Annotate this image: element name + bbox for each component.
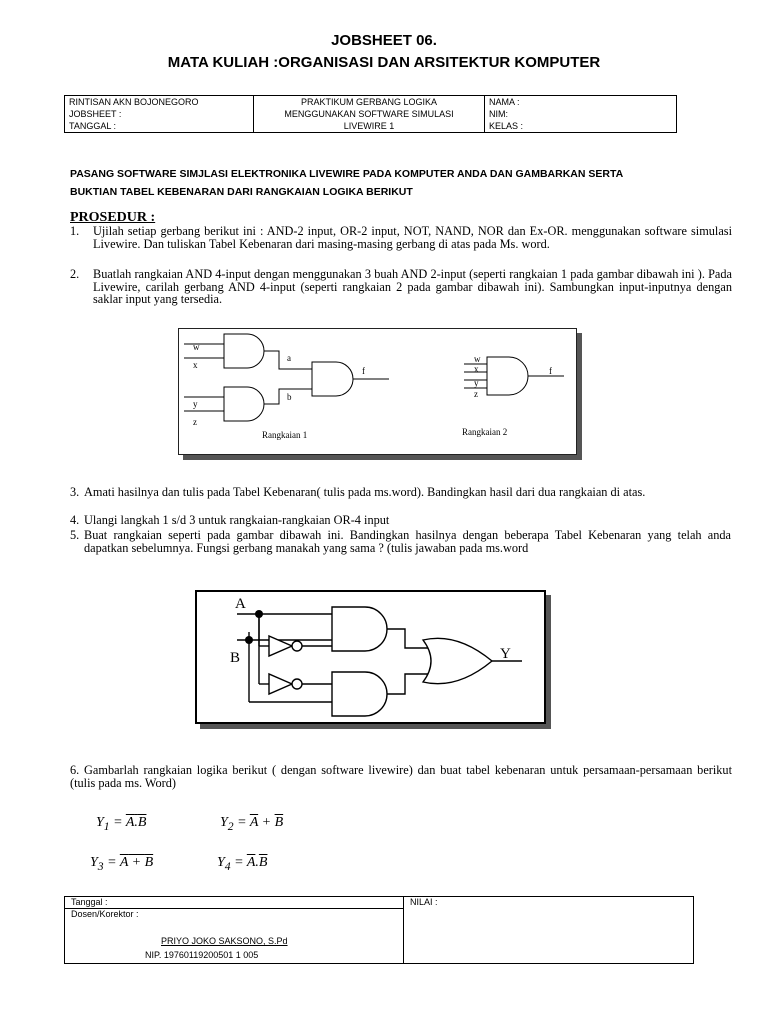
and-gate-2 — [224, 387, 264, 421]
r2-input-y-label: y — [474, 378, 479, 388]
step-1-number: 1. — [70, 224, 80, 238]
or-gate — [423, 638, 492, 683]
equation-y4: $Y_4 = \overline{A}.\overline{B}$ — [217, 855, 268, 873]
eq-y3-a: A — [119, 855, 129, 870]
header-table — [64, 95, 677, 133]
intro-line-1: PASANG SOFTWARE SIMJLASI ELEKTRONIKA LIVEWIRE PADA KOMPUTER ANDA DAN GAMBARKAN SERTA — [70, 168, 624, 180]
eq-y3-name: Y — [90, 855, 98, 870]
praktikum-line-3: LIVEWIRE 1 — [343, 121, 395, 131]
eq-y4-a: $\overline{A}$ — [246, 855, 256, 870]
node-a-label: a — [287, 353, 291, 363]
r2-input-z-label: z — [474, 389, 478, 399]
eq-y3-expr: A + B — [119, 855, 154, 870]
eq-y3-sub: 3 — [97, 859, 104, 873]
and-gate-bottom — [332, 672, 387, 716]
document-title: JOBSHEET 06. — [331, 32, 437, 49]
output-y-label: Y — [500, 646, 511, 662]
input-a-label: A — [235, 596, 246, 612]
eq-y4-sub: 4 — [224, 859, 231, 873]
not-gate-b-bubble — [292, 679, 302, 689]
step-2-number: 2. — [70, 267, 80, 281]
kelas-label: KELAS : — [489, 121, 524, 131]
input-x-label: x — [193, 360, 198, 370]
r2-output-f-label: f — [549, 366, 552, 376]
junction-b — [245, 636, 253, 644]
praktikum-line-2: MENGGUNAKAN SOFTWARE SIMULASI — [284, 109, 454, 119]
praktikum-line-1: PRAKTIKUM GERBANG LOGIKA — [300, 97, 438, 107]
nim-label: NIM: — [489, 109, 508, 119]
input-b-label: B — [230, 650, 241, 666]
step-2-text: Buatlah rangkaian AND 4-input dengan menggunakan 3 buah AND 2-input (seperti rangkaian 1 pada gambar dibawah ini ). Pada Livewire, carilah gerbang AND 4-input (seperti rangkaian 2 pada gambar dibawah ini). Sambungkan input-inputnya dengan saklar input yang tersedia. — [93, 267, 732, 306]
xnor-circuit-diagram — [197, 592, 544, 722]
jobsheet-label: JOBSHEET : — [69, 109, 122, 119]
figure-and4-circuits — [178, 328, 577, 455]
eq-y2-b: $\overline{B}$ — [274, 815, 284, 830]
step-5-number: 5. — [70, 528, 80, 542]
header-cell-institution — [65, 96, 254, 133]
step-4-text: Ulangi langkah 1 s/d 3 untuk rangkaian-rangkaian OR-4 input — [84, 513, 390, 527]
not-gate-a-bubble — [292, 641, 302, 651]
footer-lecturer-name: PRIYO JOKO SAKSONO, S.Pd — [161, 936, 288, 946]
rangkaian-2-caption: Rangkaian 2 — [462, 427, 508, 437]
eq-y1-b: B — [137, 815, 147, 830]
eq-y1-name: Y — [96, 815, 104, 830]
and4-circuits-diagram — [179, 329, 576, 454]
step-6-text: 6. Gambarlah rangkaian logika berikut ( dengan software livewire) dan buat tabel kebenaran untuk persamaan-persamaan berikut (tulis pada ms. Word) — [70, 763, 732, 790]
eq-y2-name: Y — [220, 815, 228, 830]
figure-xnor-circuit — [195, 590, 546, 724]
equation-y3: $Y_3 = A + B$ — [90, 855, 154, 873]
eq-y1-sub: 1 — [103, 819, 110, 833]
and-gate-3 — [312, 362, 353, 396]
step-5-text: Buat rangkaian seperti pada gambar dibawah ini. Bandingkan hasilnya dengan beberapa Tabel Kebenaran yang telah anda dapatkan sebelumnya. Fungsi gerbang manakah yang sama ? (tulis jawaban pada ms.word — [84, 528, 731, 555]
header-cell-student — [485, 96, 677, 133]
step-1-text: Ujilah setiap gerbang berikut ini : AND-2 input, OR-2 input, NOT, NAND, NOR dan Ex-OR. menggunakan software simulasi Livewire. Dan tuliskan Tabel Kebenaran dari masing-masing gerbang di atas pada Ms. word. — [93, 224, 732, 251]
equation-y1: $Y_1 = A.B$ — [96, 815, 147, 833]
not-gate-a — [269, 636, 292, 656]
document-subtitle: MATA KULIAH :ORGANISASI DAN ARSITEKTUR KOMPUTER — [167, 54, 601, 71]
r2-input-w-label: w — [474, 354, 481, 364]
step-4-number: 4. — [70, 513, 80, 527]
rangkaian-1-caption: Rangkaian 1 — [262, 430, 308, 440]
tanggal-label: TANGGAL : — [69, 121, 117, 131]
input-y-label: y — [193, 399, 198, 409]
footer-dosen-label: Dosen/Korektor : — [71, 909, 139, 919]
intro-line-2: BUKTIAN TABEL KEBENARAN DARI RANGKAIAN LOGIKA BERIKUT — [70, 186, 413, 198]
footer-lecturer-nip: NIP. 19760119200501 1 005 — [145, 950, 259, 960]
eq-y4-b: $\overline{B}$ — [258, 855, 268, 870]
institution-label: RINTISAN AKN BOJONEGORO — [69, 97, 199, 107]
equation-y2: $Y_2 = \overline{A} + \overline{B}$ — [220, 815, 284, 833]
footer-tanggal-cell — [65, 897, 404, 909]
eq-y2-sub: 2 — [227, 819, 234, 833]
footer-dosen-cell — [65, 909, 404, 964]
step-3-number: 3. — [70, 485, 80, 499]
eq-y2-a: $\overline{A}$ — [249, 815, 259, 830]
footer-nilai-cell — [404, 897, 694, 964]
intro-instruction — [70, 165, 710, 201]
eq-y3-b: B — [144, 855, 154, 870]
and4-gate — [487, 357, 528, 395]
prosedur-heading: PROSEDUR : — [70, 210, 156, 225]
eq-y1-expr: A.B — [125, 815, 147, 830]
and-gate-top — [332, 607, 387, 651]
eq-y1-a: A — [125, 815, 135, 830]
node-b-label: b — [287, 392, 292, 402]
input-z-label: z — [193, 417, 197, 427]
eq-y4-name: Y — [217, 855, 225, 870]
input-w-label: w — [193, 342, 200, 352]
not-gate-b — [269, 674, 292, 694]
r2-input-x-label: x — [474, 364, 479, 374]
step-3-text: Amati hasilnya dan tulis pada Tabel Kebenaran( tulis pada ms.word). Bandingkan hasil dari dua rangkaian di atas. — [84, 485, 646, 499]
footer-table — [64, 896, 694, 964]
junction-a — [255, 610, 263, 618]
header-cell-praktikum — [254, 96, 485, 133]
footer-nilai-label: NILAI : — [410, 897, 438, 907]
output-f-label: f — [362, 366, 365, 376]
and-gate-1 — [224, 334, 264, 368]
nama-label: NAMA : — [489, 97, 520, 107]
footer-tanggal-label: Tanggal : — [71, 897, 108, 907]
